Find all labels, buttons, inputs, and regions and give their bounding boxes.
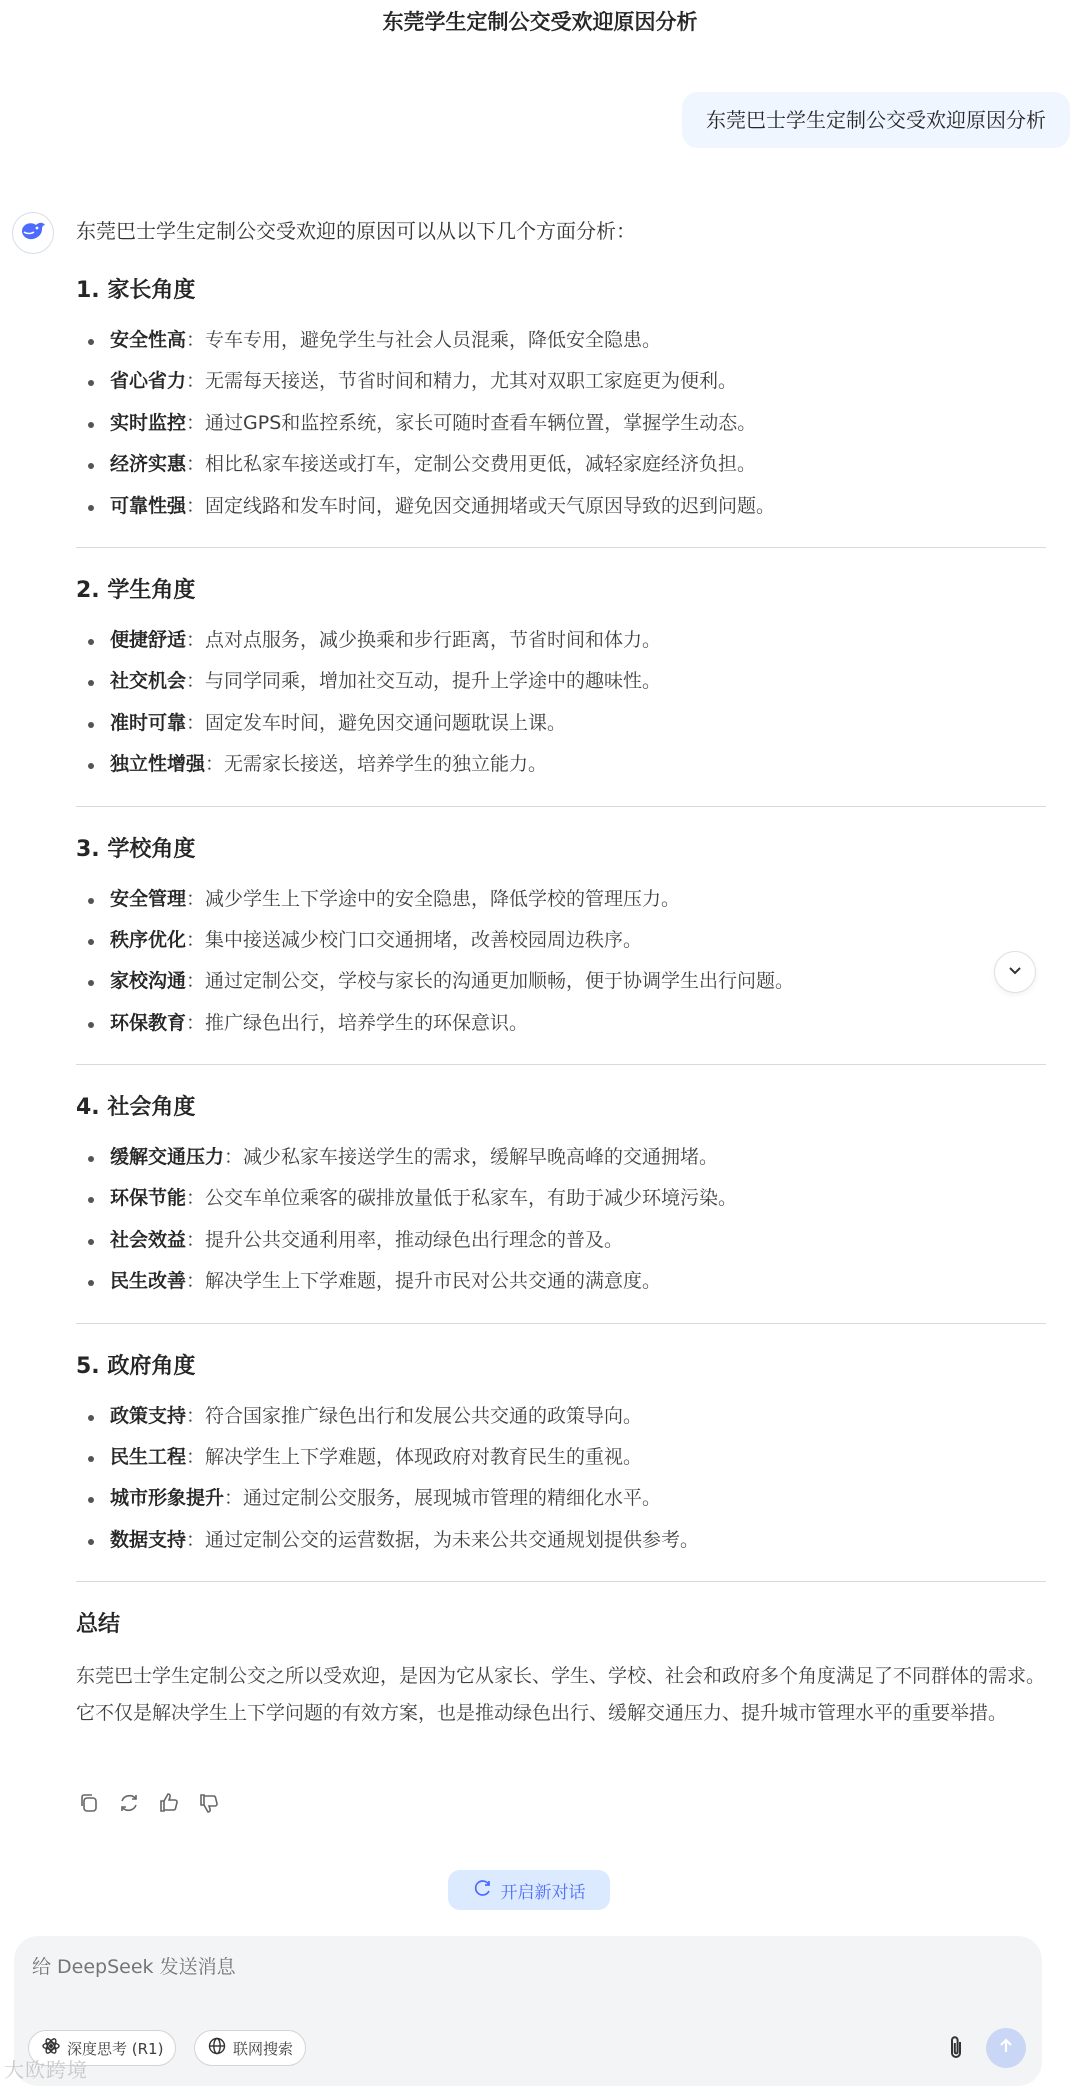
message-actions [76, 1790, 222, 1816]
list-item: 省心省力：无需每天接送，节省时间和精力，尤其对双职工家庭更为便利。 [76, 367, 1046, 396]
watermark: 大欧跨境 [4, 2058, 88, 2082]
list-item: 安全管理：减少学生上下学途中的安全隐患，降低学校的管理压力。 [76, 885, 1046, 914]
list-item: 秩序优化：集中接送减少校门口交通拥堵，改善校园周边秩序。 [76, 926, 1046, 955]
regenerate-icon[interactable] [116, 1790, 142, 1816]
new-chat-label: 开启新对话 [500, 1882, 586, 1903]
section-government [76, 1350, 1046, 1583]
section-heading: 5. 政府角度 [76, 1353, 196, 1379]
list-item: 民生工程：解决学生上下学难题，体现政府对教育民生的重视。 [76, 1443, 1046, 1472]
thumbs-down-icon[interactable] [196, 1790, 222, 1816]
list-item: 便捷舒适：点对点服务，减少换乘和步行距离，节省时间和体力。 [76, 626, 1046, 655]
message-composer [14, 1936, 1042, 2086]
list-item: 缓解交通压力：减少私家车接送学生的需求，缓解早晚高峰的交通拥堵。 [76, 1143, 1046, 1172]
list-item: 经济实惠：相比私家车接送或打车，定制公交费用更低，减轻家庭经济负担。 [76, 450, 1046, 479]
section-heading: 1. 家长角度 [76, 278, 196, 303]
section-heading: 4. 社会角度 [76, 1095, 196, 1121]
copy-icon[interactable] [76, 1790, 102, 1816]
answer-intro: 东莞巴士学生定制公交受欢迎的原因可以从以下几个方面分析： [76, 219, 636, 243]
assistant-answer [76, 214, 1046, 1732]
list-item: 实时监控：通过GPS和监控系统，家长可随时查看车辆位置，掌握学生动态。 [76, 409, 1046, 438]
whale-icon [19, 219, 47, 247]
summary-heading: 总结 [76, 1612, 121, 1638]
section-society [76, 1091, 1046, 1324]
deep-think-label: 深度思考 (R1) [67, 2039, 164, 2058]
user-message-bubble: 东莞巴士学生定制公交受欢迎原因分析 [682, 92, 1070, 148]
list-item: 社交机会：与同学同乘，增加社交互动，提升上学途中的趣味性。 [76, 667, 1046, 696]
summary-text: 东莞巴士学生定制公交之所以受欢迎，是因为它从家长、学生、学校、社会和政府多个角度满足了不同群体的需求。它不仅是解决学生上下学问题的有效方案，也是推动绿色出行、缓解交通压力、提升城市管理水平的重要举措。 [76, 1665, 1046, 1725]
section-heading: 3. 学校角度 [76, 836, 196, 862]
section-students [76, 574, 1046, 807]
list-item: 环保节能：公交车单位乘客的碳排放量低于私家车，有助于减少环境污染。 [76, 1184, 1046, 1213]
section-parents [76, 274, 1046, 548]
list-item: 环保教育：推广绿色出行，培养学生的环保意识。 [76, 1009, 1046, 1038]
list-item: 社会效益：提升公共交通利用率，推动绿色出行理念的普及。 [76, 1226, 1046, 1255]
arrow-up-icon [996, 2036, 1016, 2060]
thumbs-up-icon[interactable] [156, 1790, 182, 1816]
send-button[interactable] [986, 2028, 1026, 2068]
message-input[interactable] [32, 1956, 912, 1978]
section-schools [76, 833, 1046, 1066]
chevron-down-icon [1006, 961, 1024, 983]
list-item: 可靠性强：固定线路和发车时间，避免因交通拥堵或天气原因导致的迟到问题。 [76, 492, 1046, 521]
list-item: 城市形象提升：通过定制公交服务，展现城市管理的精细化水平。 [76, 1484, 1046, 1513]
list-item: 独立性增强：无需家长接送，培养学生的独立能力。 [76, 750, 1046, 779]
list-item: 家校沟通：通过定制公交，学校与家长的沟通更加顺畅，便于协调学生出行问题。 [76, 967, 1046, 996]
scroll-to-bottom-button[interactable] [994, 951, 1036, 993]
paperclip-icon[interactable] [938, 2030, 974, 2066]
list-item: 准时可靠：固定发车时间，避免因交通问题耽误上课。 [76, 709, 1046, 738]
web-search-label: 联网搜索 [233, 2039, 294, 2058]
section-heading: 2. 学生角度 [76, 577, 196, 603]
globe-icon [207, 2036, 227, 2060]
list-item: 民生改善：解决学生上下学难题，提升市民对公共交通的满意度。 [76, 1267, 1046, 1296]
page-title: 东莞学生定制公交受欢迎原因分析 [382, 10, 698, 34]
web-search-toggle[interactable] [194, 2030, 306, 2066]
assistant-avatar [12, 212, 54, 254]
list-item: 安全性高：专车专用，避免学生与社会人员混乘，降低安全隐患。 [76, 326, 1046, 355]
new-chat-icon [473, 1878, 493, 1903]
list-item: 数据支持：通过定制公交的运营数据，为未来公共交通规划提供参考。 [76, 1526, 1046, 1555]
new-chat-button[interactable] [448, 1870, 610, 1910]
list-item: 政策支持：符合国家推广绿色出行和发展公共交通的政策导向。 [76, 1402, 1046, 1431]
